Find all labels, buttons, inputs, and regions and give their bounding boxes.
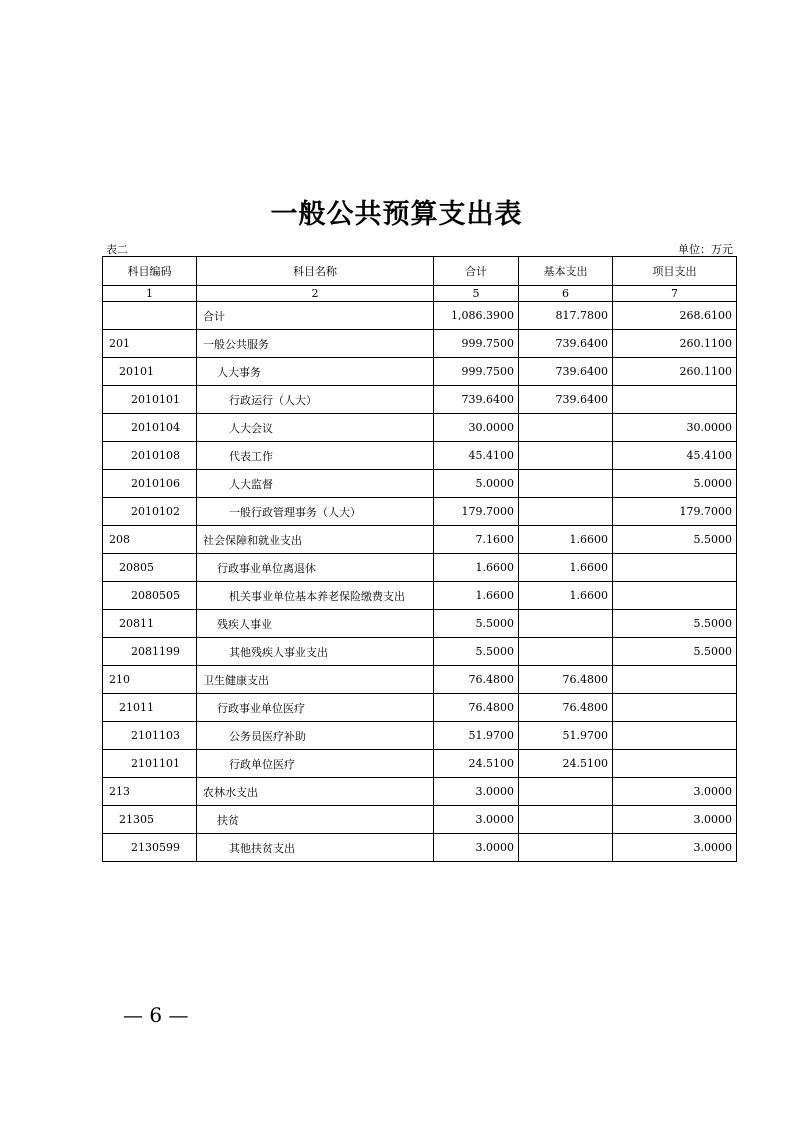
basic-cell: 739.6400 <box>519 386 613 414</box>
name-cell: 合计 <box>197 302 434 330</box>
page-number: — 6 — <box>123 1003 189 1027</box>
table-row <box>103 694 737 722</box>
table-row <box>103 414 737 442</box>
total-cell: 30.0000 <box>434 414 519 442</box>
table-row <box>103 386 737 414</box>
table-row <box>103 778 737 806</box>
project-cell: 3.0000 <box>613 834 737 862</box>
basic-cell: 1.6600 <box>519 526 613 554</box>
table-row <box>103 806 737 834</box>
basic-cell: 739.6400 <box>519 358 613 386</box>
basic-cell: 24.5100 <box>519 750 613 778</box>
table-row <box>103 638 737 666</box>
project-cell <box>613 694 737 722</box>
table-row <box>103 526 737 554</box>
index-cell: 6 <box>519 286 613 302</box>
table-row <box>103 470 737 498</box>
table-row <box>103 722 737 750</box>
name-cell: 公务员医疗补助 <box>197 722 434 750</box>
name-cell: 其他残疾人事业支出 <box>197 638 434 666</box>
total-cell: 3.0000 <box>434 778 519 806</box>
table-row <box>103 834 737 862</box>
project-cell: 3.0000 <box>613 806 737 834</box>
code-cell: 213 <box>103 778 197 806</box>
basic-cell <box>519 498 613 526</box>
table-row <box>103 498 737 526</box>
project-cell: 5.5000 <box>613 638 737 666</box>
basic-cell: 817.7800 <box>519 302 613 330</box>
index-cell: 7 <box>613 286 737 302</box>
project-cell <box>613 750 737 778</box>
name-cell: 社会保障和就业支出 <box>197 526 434 554</box>
index-row <box>103 286 737 302</box>
table-row <box>103 554 737 582</box>
project-cell: 3.0000 <box>613 778 737 806</box>
code-cell: 208 <box>103 526 197 554</box>
project-cell <box>613 582 737 610</box>
basic-cell: 1.6600 <box>519 554 613 582</box>
total-cell: 739.6400 <box>434 386 519 414</box>
basic-cell <box>519 610 613 638</box>
total-cell: 1,086.3900 <box>434 302 519 330</box>
total-cell: 999.7500 <box>434 330 519 358</box>
name-cell: 行政事业单位离退休 <box>197 554 434 582</box>
budget-table <box>102 256 737 862</box>
table-label: 表二 <box>106 243 128 256</box>
project-cell: 45.4100 <box>613 442 737 470</box>
total-cell: 51.9700 <box>434 722 519 750</box>
basic-cell: 76.4800 <box>519 694 613 722</box>
table-body <box>103 302 737 862</box>
total-cell: 45.4100 <box>434 442 519 470</box>
name-cell: 代表工作 <box>197 442 434 470</box>
name-cell: 卫生健康支出 <box>197 666 434 694</box>
name-cell: 机关事业单位基本养老保险缴费支出 <box>197 582 434 610</box>
project-cell: 260.1100 <box>613 330 737 358</box>
header-project: 项目支出 <box>613 257 737 286</box>
name-cell: 扶贫 <box>197 806 434 834</box>
total-cell: 76.4800 <box>434 666 519 694</box>
total-cell: 1.6600 <box>434 582 519 610</box>
basic-cell <box>519 806 613 834</box>
project-cell <box>613 666 737 694</box>
total-cell: 1.6600 <box>434 554 519 582</box>
name-cell: 一般公共服务 <box>197 330 434 358</box>
code-cell: 2080505 <box>103 582 197 610</box>
code-cell: 20101 <box>103 358 197 386</box>
basic-cell <box>519 834 613 862</box>
index-cell: 2 <box>197 286 434 302</box>
project-cell <box>613 722 737 750</box>
code-cell: 20805 <box>103 554 197 582</box>
project-cell: 260.1100 <box>613 358 737 386</box>
table-row <box>103 750 737 778</box>
unit-label: 单位：万元 <box>678 243 733 256</box>
basic-cell: 76.4800 <box>519 666 613 694</box>
project-cell <box>613 554 737 582</box>
header-row <box>103 257 737 286</box>
code-cell: 210 <box>103 666 197 694</box>
total-cell: 999.7500 <box>434 358 519 386</box>
table-row <box>103 610 737 638</box>
table-row <box>103 582 737 610</box>
code-cell: 201 <box>103 330 197 358</box>
name-cell: 人大监督 <box>197 470 434 498</box>
header-name: 科目名称 <box>197 257 434 286</box>
index-cell: 1 <box>103 286 197 302</box>
basic-cell <box>519 778 613 806</box>
project-cell <box>613 386 737 414</box>
basic-cell: 1.6600 <box>519 582 613 610</box>
project-cell: 5.5000 <box>613 610 737 638</box>
total-cell: 5.5000 <box>434 610 519 638</box>
name-cell: 行政单位医疗 <box>197 750 434 778</box>
project-cell: 179.7000 <box>613 498 737 526</box>
name-cell: 其他扶贫支出 <box>197 834 434 862</box>
total-cell: 24.5100 <box>434 750 519 778</box>
table-row <box>103 358 737 386</box>
header-basic: 基本支出 <box>519 257 613 286</box>
project-cell: 268.6100 <box>613 302 737 330</box>
code-cell: 2010102 <box>103 498 197 526</box>
table-row <box>103 442 737 470</box>
name-cell: 残疾人事业 <box>197 610 434 638</box>
total-cell: 5.5000 <box>434 638 519 666</box>
page-title: 一般公共预算支出表 <box>270 199 523 230</box>
header-code: 科目编码 <box>103 257 197 286</box>
name-cell: 农林水支出 <box>197 778 434 806</box>
code-cell: 21011 <box>103 694 197 722</box>
project-cell: 5.0000 <box>613 470 737 498</box>
table-row <box>103 330 737 358</box>
total-cell: 3.0000 <box>434 834 519 862</box>
code-cell <box>103 302 197 330</box>
code-cell: 2101101 <box>103 750 197 778</box>
name-cell: 人大会议 <box>197 414 434 442</box>
code-cell: 2010108 <box>103 442 197 470</box>
basic-cell: 739.6400 <box>519 330 613 358</box>
basic-cell: 51.9700 <box>519 722 613 750</box>
code-cell: 20811 <box>103 610 197 638</box>
index-cell: 5 <box>434 286 519 302</box>
project-cell: 5.5000 <box>613 526 737 554</box>
basic-cell <box>519 470 613 498</box>
basic-cell <box>519 638 613 666</box>
basic-cell <box>519 442 613 470</box>
code-cell: 2081199 <box>103 638 197 666</box>
name-cell: 一般行政管理事务（人大） <box>197 498 434 526</box>
total-cell: 5.0000 <box>434 470 519 498</box>
name-cell: 人大事务 <box>197 358 434 386</box>
code-cell: 2010104 <box>103 414 197 442</box>
code-cell: 2130599 <box>103 834 197 862</box>
table-row <box>103 302 737 330</box>
total-cell: 7.1600 <box>434 526 519 554</box>
total-cell: 179.7000 <box>434 498 519 526</box>
name-cell: 行政运行（人大） <box>197 386 434 414</box>
basic-cell <box>519 414 613 442</box>
code-cell: 2010106 <box>103 470 197 498</box>
code-cell: 2101103 <box>103 722 197 750</box>
total-cell: 3.0000 <box>434 806 519 834</box>
total-cell: 76.4800 <box>434 694 519 722</box>
table-row <box>103 666 737 694</box>
project-cell: 30.0000 <box>613 414 737 442</box>
name-cell: 行政事业单位医疗 <box>197 694 434 722</box>
code-cell: 21305 <box>103 806 197 834</box>
code-cell: 2010101 <box>103 386 197 414</box>
header-total: 合计 <box>434 257 519 286</box>
